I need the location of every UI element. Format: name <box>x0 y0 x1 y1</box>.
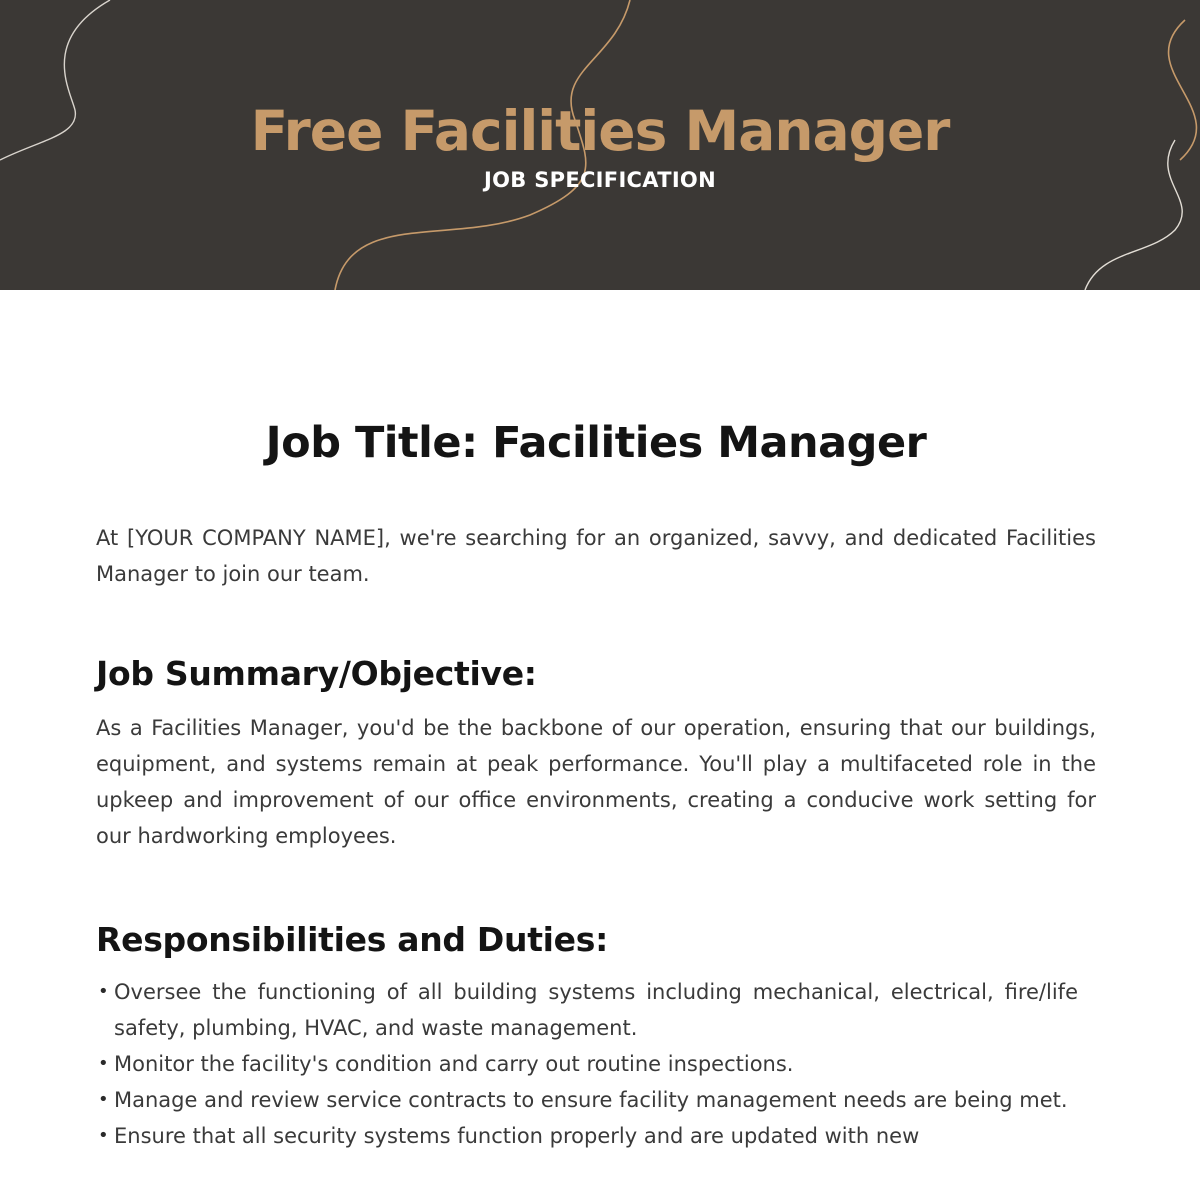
list-item-text: Ensure that all security systems function properly and are updated with new <box>114 1124 920 1148</box>
list-item <box>96 1118 1096 1154</box>
list-item <box>96 974 1096 1046</box>
list-item <box>96 1046 1096 1082</box>
bullet-icon: • <box>98 981 109 1002</box>
banner-title: Free Facilities Manager <box>250 99 950 163</box>
document-body <box>96 400 1096 1154</box>
intro-paragraph: At [YOUR COMPANY NAME], we're searching for an organized, savvy, and dedicated Facilities Manager to join our team. <box>96 526 1096 586</box>
summary-paragraph: As a Facilities Manager, you'd be the backbone of our operation, ensuring that our buildings, equipment, and systems remain at peak performance. You'll play a multifaceted role in the upkeep and improvement of our office environments, creating a conducive work setting for our hardworking employees. <box>96 716 1096 848</box>
banner-subtitle: JOB SPECIFICATION <box>484 168 716 192</box>
header-banner <box>0 0 1200 290</box>
bullet-icon: • <box>98 1125 109 1146</box>
responsibilities-list <box>96 974 1096 1154</box>
bullet-icon: • <box>98 1089 109 1110</box>
list-item-text: Monitor the facility's condition and carry out routine inspections. <box>114 1052 794 1076</box>
bullet-icon: • <box>98 1053 109 1074</box>
summary-heading: Job Summary/Objective: <box>96 654 537 693</box>
responsibilities-heading: Responsibilities and Duties: <box>96 920 608 959</box>
list-item-text: Manage and review service contracts to ensure facility management needs are being met. <box>114 1088 1068 1112</box>
list-item <box>96 1082 1096 1118</box>
list-item-text: Oversee the functioning of all building systems including mechanical, electrical, fire/life safety, plumbing, HVAC, and waste management. <box>114 980 1078 1040</box>
job-title: Job Title: Facilities Manager <box>265 418 927 468</box>
